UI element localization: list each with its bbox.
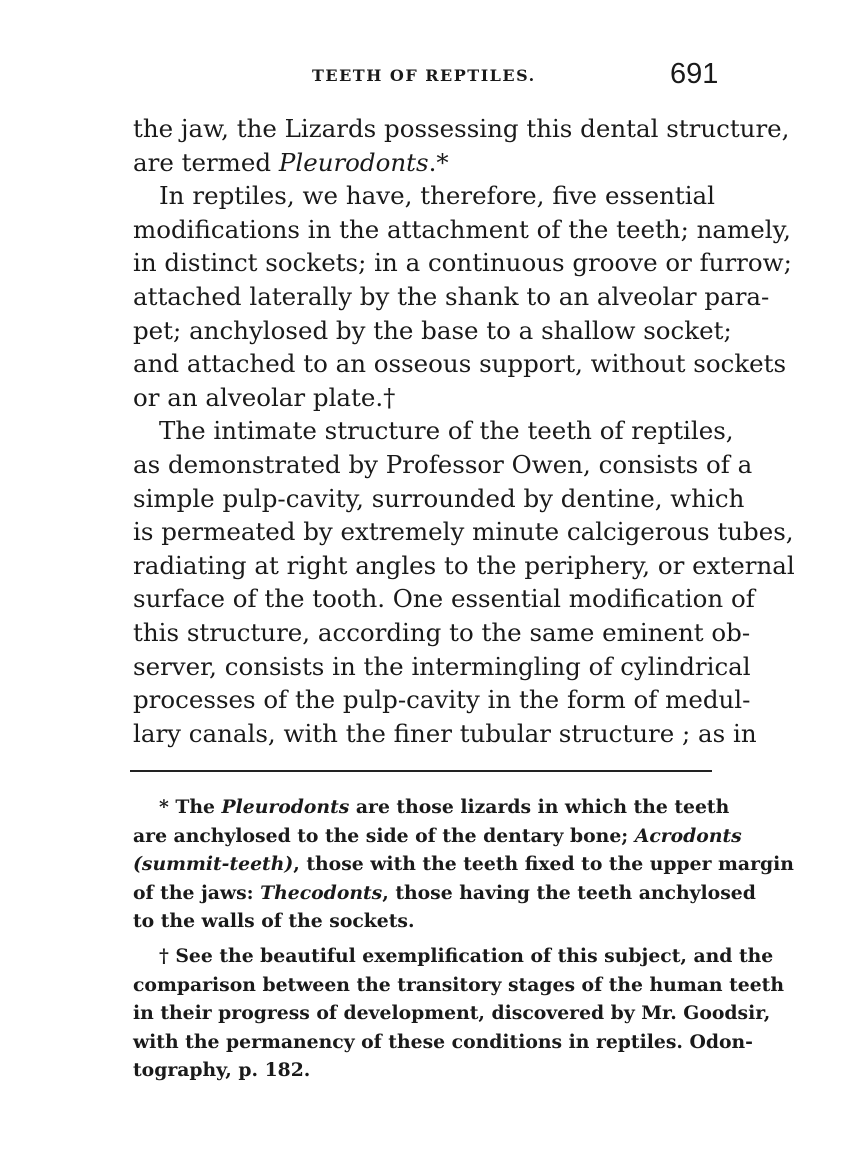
footnote-line: (summit-teeth), those with the teeth fixed to the upper margin: [133, 853, 794, 876]
text-line: pet; anchylosed by the base to a shallow socket;: [133, 315, 732, 345]
footnote-line: tography, p. 182.: [133, 1059, 311, 1082]
term-summit-teeth: (summit-teeth): [133, 853, 294, 876]
text-line: in distinct sockets; in a continuous groove or furrow;: [133, 248, 792, 278]
footnote-line: * The Pleurodonts are those lizards in which the teeth: [159, 796, 730, 818]
term-pleurodonts: Pleurodonts: [221, 796, 350, 818]
text-line: and attached to an osseous support, without sockets: [133, 349, 787, 379]
footnote-line: † See the beautiful exemplification of this subject, and the: [159, 944, 774, 967]
footnote-line: with the permanency of these conditions in reptiles. Odon-: [133, 1030, 753, 1053]
text-line: is permeated by extremely minute calcigerous tubes,: [133, 517, 794, 547]
text-line: processes of the pulp-cavity in the form of medul-: [133, 685, 751, 715]
page-header: [0, 58, 850, 98]
text-line: surface of the tooth. One essential modification of: [133, 584, 755, 614]
footnote-line: are anchylosed to the side of the dentary bone; Acrodonts: [133, 824, 742, 847]
paragraph-start-line: In reptiles, we have, therefore, five essential: [159, 181, 715, 211]
text-line: attached laterally by the shank to an alveolar para-: [133, 281, 770, 311]
footnote-line: comparison between the transitory stages of the human teeth: [133, 973, 784, 996]
text-line: or an alveolar plate.†: [133, 382, 396, 412]
text-line: radiating at right angles to the periphery, or external: [133, 550, 795, 580]
text-line: server, consists in the intermingling of cylindrical: [133, 651, 751, 681]
text-line: lary canals, with the finer tubular structure ; as in: [133, 718, 757, 748]
footnote-line: to the walls of the sockets.: [133, 910, 415, 933]
text-line: modifications in the attachment of the teeth; namely,: [133, 214, 791, 244]
term-thecodonts: Thecodonts: [260, 881, 383, 904]
term-pleurodonts: Pleurodonts: [278, 147, 429, 177]
footnote-dagger: [133, 942, 784, 1085]
footnote-asterisk: [133, 793, 794, 936]
page-number: 691: [670, 58, 719, 90]
text-line: the jaw, the Lizards possessing this dental structure,: [133, 114, 790, 143]
footnote-divider: [130, 770, 712, 772]
text-line: this structure, according to the same eminent ob-: [133, 617, 751, 647]
text-line: simple pulp-cavity, surrounded by dentine, which: [133, 483, 745, 513]
text-line: are termed Pleurodonts.*: [133, 147, 449, 177]
running-head: TEETH OF REPTILES.: [312, 66, 536, 85]
footnotes: [133, 793, 794, 1085]
footnote-line: in their progress of development, discovered by Mr. Goodsir,: [133, 1002, 771, 1025]
term-acrodonts: Acrodonts: [634, 824, 742, 847]
main-text: [133, 112, 795, 750]
text-line: as demonstrated by Professor Owen, consists of a: [133, 449, 753, 479]
paragraph-start-line: The intimate structure of the teeth of reptiles,: [159, 416, 734, 446]
footnote-line: of the jaws: Thecodonts, those having the teeth anchylosed: [133, 881, 756, 904]
